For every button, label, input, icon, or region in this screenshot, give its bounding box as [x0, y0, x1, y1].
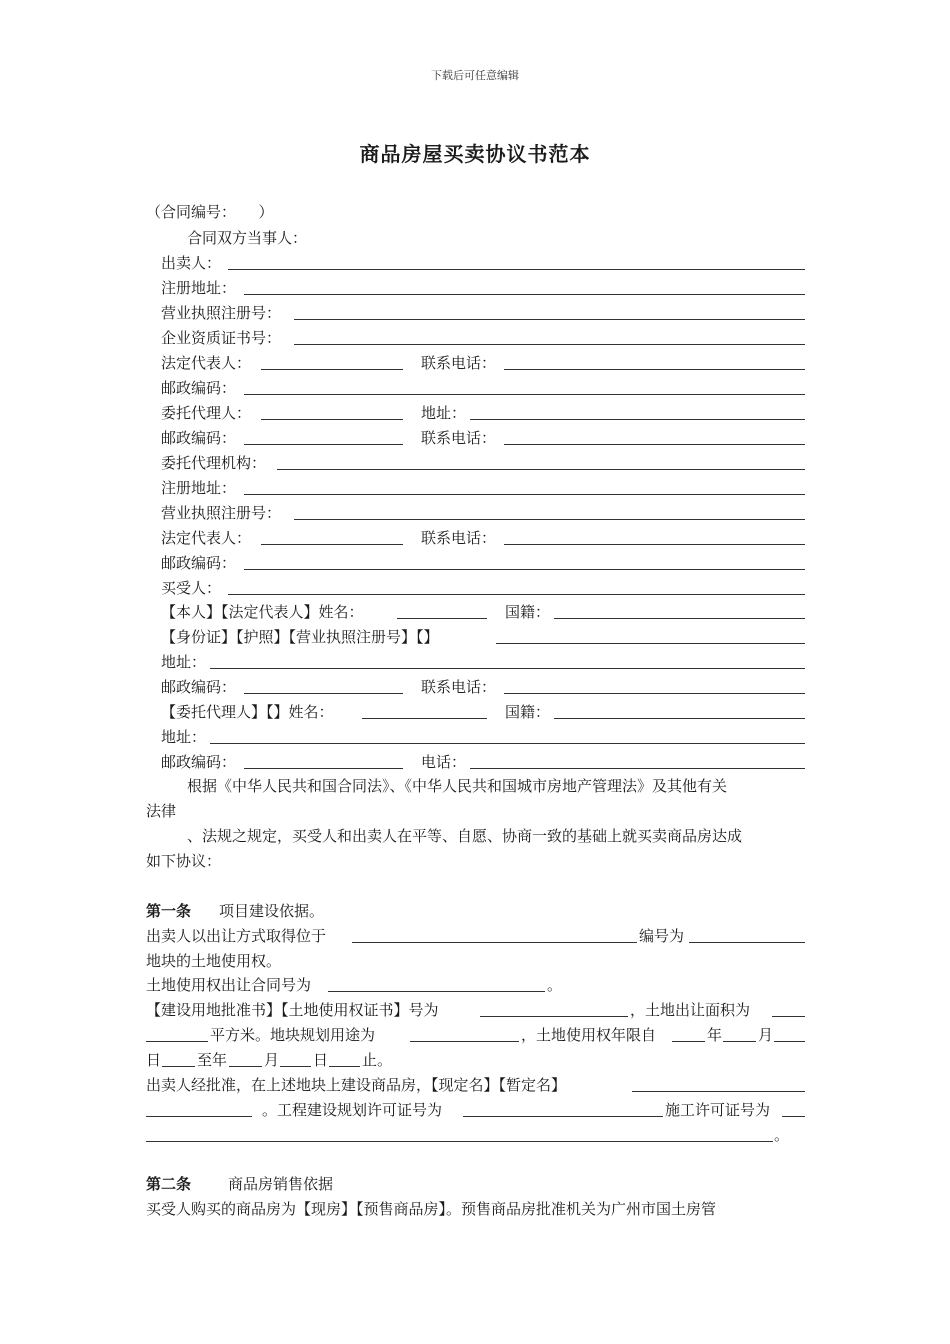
- article-1-text: 月: [264, 1051, 280, 1069]
- article-1-text: 。: [774, 1126, 790, 1144]
- article-1-text: 年: [707, 1026, 723, 1044]
- buyer-blank[interactable]: [228, 594, 805, 595]
- header-note: 下载后可任意编辑: [431, 69, 519, 82]
- article-1-text: 至年: [197, 1051, 228, 1069]
- license-no-label: 营业执照注册号：: [161, 504, 282, 522]
- land-use-blank[interactable]: [410, 1041, 519, 1042]
- postcode-label: 邮政编码：: [161, 429, 237, 447]
- license-no-blank[interactable]: [294, 519, 805, 520]
- phone-label: 联系电话：: [421, 678, 497, 696]
- project-name-blank[interactable]: [146, 1116, 252, 1117]
- postcode-label: 邮政编码：: [161, 753, 237, 771]
- year-blank[interactable]: [229, 1066, 262, 1067]
- day-blank[interactable]: [329, 1066, 360, 1067]
- phone-label: 电话：: [421, 753, 467, 771]
- land-contract-no-blank[interactable]: [328, 991, 545, 992]
- document-title: 商品房屋买卖协议书范本: [359, 142, 591, 166]
- article-1-text: 【建设用地批准书】【土地使用权证书】号为: [146, 1001, 439, 1019]
- article-1-text: 出卖人以出让方式取得位于: [146, 927, 327, 945]
- buyer-label: 买受人：: [161, 579, 222, 597]
- address-blank[interactable]: [470, 419, 805, 420]
- seller-label: 出卖人：: [161, 254, 222, 272]
- qualification-no-label: 企业资质证书号：: [161, 329, 282, 347]
- day-blank[interactable]: [162, 1066, 195, 1067]
- buyer-name-label: 【本人】【法定代表人】姓名：: [161, 603, 364, 621]
- legal-rep-label: 法定代表人：: [161, 529, 252, 547]
- buyer-address-label: 地址：: [161, 653, 207, 671]
- month-blank[interactable]: [280, 1066, 311, 1067]
- postcode-blank[interactable]: [244, 693, 403, 694]
- buyer-address-label: 地址：: [161, 728, 207, 746]
- preamble-line: 法律: [146, 802, 177, 820]
- land-number-blank[interactable]: [689, 942, 805, 943]
- postcode-blank[interactable]: [244, 394, 805, 395]
- buyer-address-blank[interactable]: [210, 668, 805, 669]
- buyer-name-blank[interactable]: [397, 618, 487, 619]
- planning-permit-blank[interactable]: [463, 1116, 663, 1117]
- registered-address-label: 注册地址：: [161, 279, 237, 297]
- phone-label: 联系电话：: [421, 529, 497, 547]
- article-1-text: 日: [146, 1051, 162, 1069]
- phone-blank[interactable]: [470, 768, 805, 769]
- buyer-agent-name-blank[interactable]: [362, 718, 487, 719]
- nationality-blank[interactable]: [554, 618, 805, 619]
- article-1-text: 出卖人经批准，在上述地块上建设商品房，【现定名】【暂定名】: [146, 1076, 567, 1094]
- day-blank[interactable]: [774, 1041, 805, 1042]
- postcode-blank[interactable]: [244, 768, 403, 769]
- article-1-text: 施工许可证号为: [665, 1101, 771, 1119]
- license-no-blank[interactable]: [294, 319, 805, 320]
- postcode-blank[interactable]: [244, 569, 805, 570]
- phone-blank[interactable]: [504, 444, 805, 445]
- nationality-blank[interactable]: [554, 718, 805, 719]
- land-location-blank[interactable]: [352, 942, 637, 943]
- legal-rep-label: 法定代表人：: [161, 354, 252, 372]
- agent-label: 委托代理人：: [161, 404, 252, 422]
- article-1-text: ，土地使用权年限自: [521, 1026, 657, 1044]
- preamble-line: 根据《中华人民共和国合同法》、《中华人民共和国城市房地产管理法》及其他有关: [187, 777, 728, 795]
- agent-blank[interactable]: [261, 419, 403, 420]
- phone-label: 联系电话：: [421, 354, 497, 372]
- postcode-label: 邮政编码：: [161, 554, 237, 572]
- land-area-blank[interactable]: [146, 1041, 208, 1042]
- license-no-label: 营业执照注册号：: [161, 304, 282, 322]
- phone-blank[interactable]: [504, 369, 805, 370]
- postcode-label: 邮政编码：: [161, 379, 237, 397]
- article-1-text: 平方米。地块规划用途为: [210, 1026, 376, 1044]
- month-blank[interactable]: [723, 1041, 756, 1042]
- article-1-text: 土地使用权出让合同号为: [146, 976, 312, 994]
- agency-blank[interactable]: [277, 469, 805, 470]
- registered-address-blank[interactable]: [244, 294, 805, 295]
- parties-heading: 合同双方当事人：: [187, 229, 308, 247]
- year-blank[interactable]: [672, 1041, 705, 1042]
- buyer-agent-label: 【委托代理人】【】姓名：: [161, 703, 334, 721]
- article-2-heading: 商品房销售依据: [228, 1175, 334, 1193]
- seller-blank[interactable]: [228, 269, 805, 270]
- agency-label: 委托代理机构：: [161, 454, 267, 472]
- construction-permit-blank[interactable]: [146, 1141, 773, 1142]
- contract-number: （合同编号： ）: [146, 203, 274, 221]
- legal-rep-blank[interactable]: [261, 544, 403, 545]
- postcode-label: 邮政编码：: [161, 678, 237, 696]
- qualification-no-blank[interactable]: [294, 344, 805, 345]
- article-1-text: 月: [758, 1026, 774, 1044]
- article-1-heading: 项目建设依据。: [219, 902, 325, 920]
- permit-no-blank[interactable]: [480, 1016, 628, 1017]
- id-number-blank[interactable]: [496, 643, 805, 644]
- article-1-text: 编号为: [639, 927, 685, 945]
- nationality-label: 国籍：: [505, 603, 551, 621]
- id-type-label: 【身份证】【护照】【营业执照注册号】【】: [161, 628, 439, 646]
- buyer-address-blank[interactable]: [210, 743, 805, 744]
- preamble-line: 、法规之规定，买受人和出卖人在平等、自愿、协商一致的基础上就买卖商品房达成: [187, 827, 743, 845]
- article-1-text: ，土地出让面积为: [630, 1001, 751, 1019]
- phone-label: 联系电话：: [421, 429, 497, 447]
- postcode-blank[interactable]: [244, 444, 403, 445]
- registered-address-label: 注册地址：: [161, 479, 237, 497]
- article-1-text: 地块的土地使用权。: [146, 952, 282, 970]
- article-1-text: 止。: [362, 1051, 393, 1069]
- article-1-text: 日: [313, 1051, 329, 1069]
- land-area-blank[interactable]: [772, 1016, 805, 1017]
- address-label: 地址：: [421, 404, 467, 422]
- nationality-label: 国籍：: [505, 703, 551, 721]
- registered-address-blank[interactable]: [244, 494, 805, 495]
- preamble-line: 如下协议：: [146, 852, 222, 870]
- article-2-text: 买受人购买的商品房为【现房】【预售商品房】。预售商品房批准机关为广州市国土房管: [146, 1200, 717, 1218]
- article-1-text: 。: [547, 976, 563, 994]
- construction-permit-blank[interactable]: [782, 1116, 805, 1117]
- phone-blank[interactable]: [504, 544, 805, 545]
- project-name-blank[interactable]: [632, 1091, 805, 1092]
- article-1-text: 。工程建设规划许可证号为: [262, 1101, 443, 1119]
- article-2-number: 第二条: [146, 1175, 192, 1193]
- phone-blank[interactable]: [504, 693, 805, 694]
- article-1-number: 第一条: [146, 902, 192, 920]
- legal-rep-blank[interactable]: [261, 369, 403, 370]
